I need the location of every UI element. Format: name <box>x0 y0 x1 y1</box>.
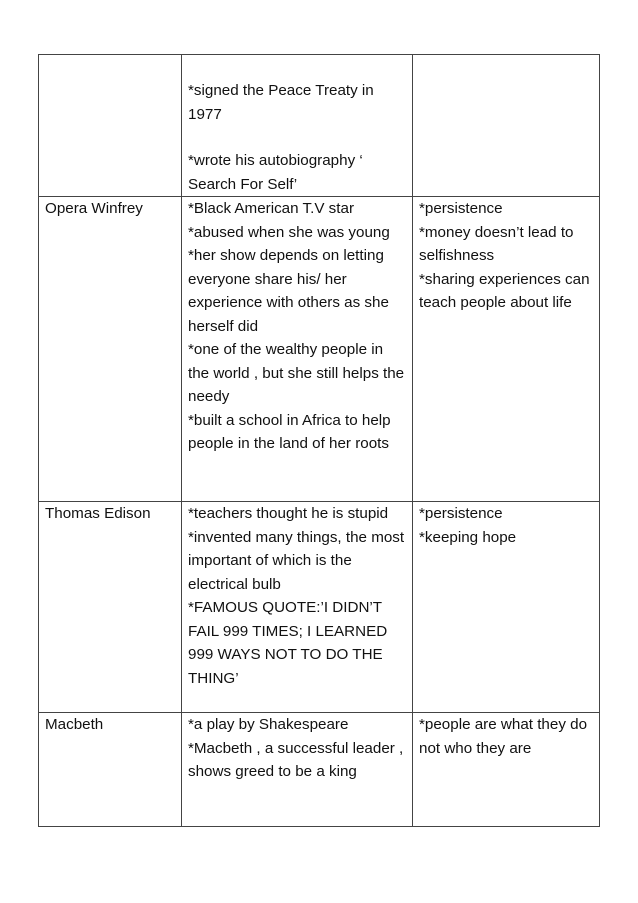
fact-line: *wrote his autobiography ‘ Search For Self’ <box>188 152 363 193</box>
name-cell <box>39 502 182 713</box>
fact-line: *signed the Peace Treaty in 1977 <box>188 82 374 123</box>
lessons-cell <box>413 55 600 197</box>
table-row <box>39 502 600 713</box>
lesson-line: *sharing experiences can teach people about life <box>419 270 590 311</box>
person-name: Thomas Edison <box>45 505 151 522</box>
person-name: Macbeth <box>45 716 104 733</box>
fact-line: *Macbeth , a successful leader , shows greed to be a king <box>188 739 404 780</box>
facts-cell <box>182 502 413 713</box>
facts-cell <box>182 197 413 502</box>
fact-line: *invented many things, the most important of which is the electrical bulb <box>188 528 405 593</box>
name-cell <box>39 197 182 502</box>
fact-line: *Black American T.V star <box>188 200 354 217</box>
facts-cell <box>182 55 413 197</box>
lesson-line: *people are what they do not who they are <box>419 716 588 757</box>
fact-line: *built a school in Africa to help people in the land of her roots <box>188 411 391 452</box>
table-row <box>39 713 600 827</box>
table-row <box>39 55 600 197</box>
lesson-line: *money doesn’t lead to selfishness <box>419 223 574 264</box>
name-cell <box>39 55 182 197</box>
fact-line: *FAMOUS QUOTE:’I DIDN’T FAIL 999 TIMES; I LEARNED 999 WAYS NOT TO DO THE THING’ <box>188 599 388 687</box>
fact-line: *teachers thought he is stupid <box>188 505 389 522</box>
lesson-line: *persistence <box>419 200 503 217</box>
lessons-cell <box>413 502 600 713</box>
fact-line: *a play by Shakespeare <box>188 716 349 733</box>
lessons-cell <box>413 713 600 827</box>
person-name: Opera Winfrey <box>45 200 143 217</box>
name-cell <box>39 713 182 827</box>
lesson-line: *persistence <box>419 505 503 522</box>
table-row <box>39 197 600 502</box>
fact-line: *abused when she was young <box>188 223 390 241</box>
people-table <box>38 54 600 827</box>
lessons-cell <box>413 197 600 502</box>
lesson-line: *keeping hope <box>419 528 517 546</box>
facts-cell <box>182 713 413 827</box>
fact-line: *her show depends on letting everyone share his/ her experience with others as she herself did <box>188 247 389 335</box>
fact-line: *one of the wealthy people in the world , but she still helps the needy <box>188 341 405 405</box>
